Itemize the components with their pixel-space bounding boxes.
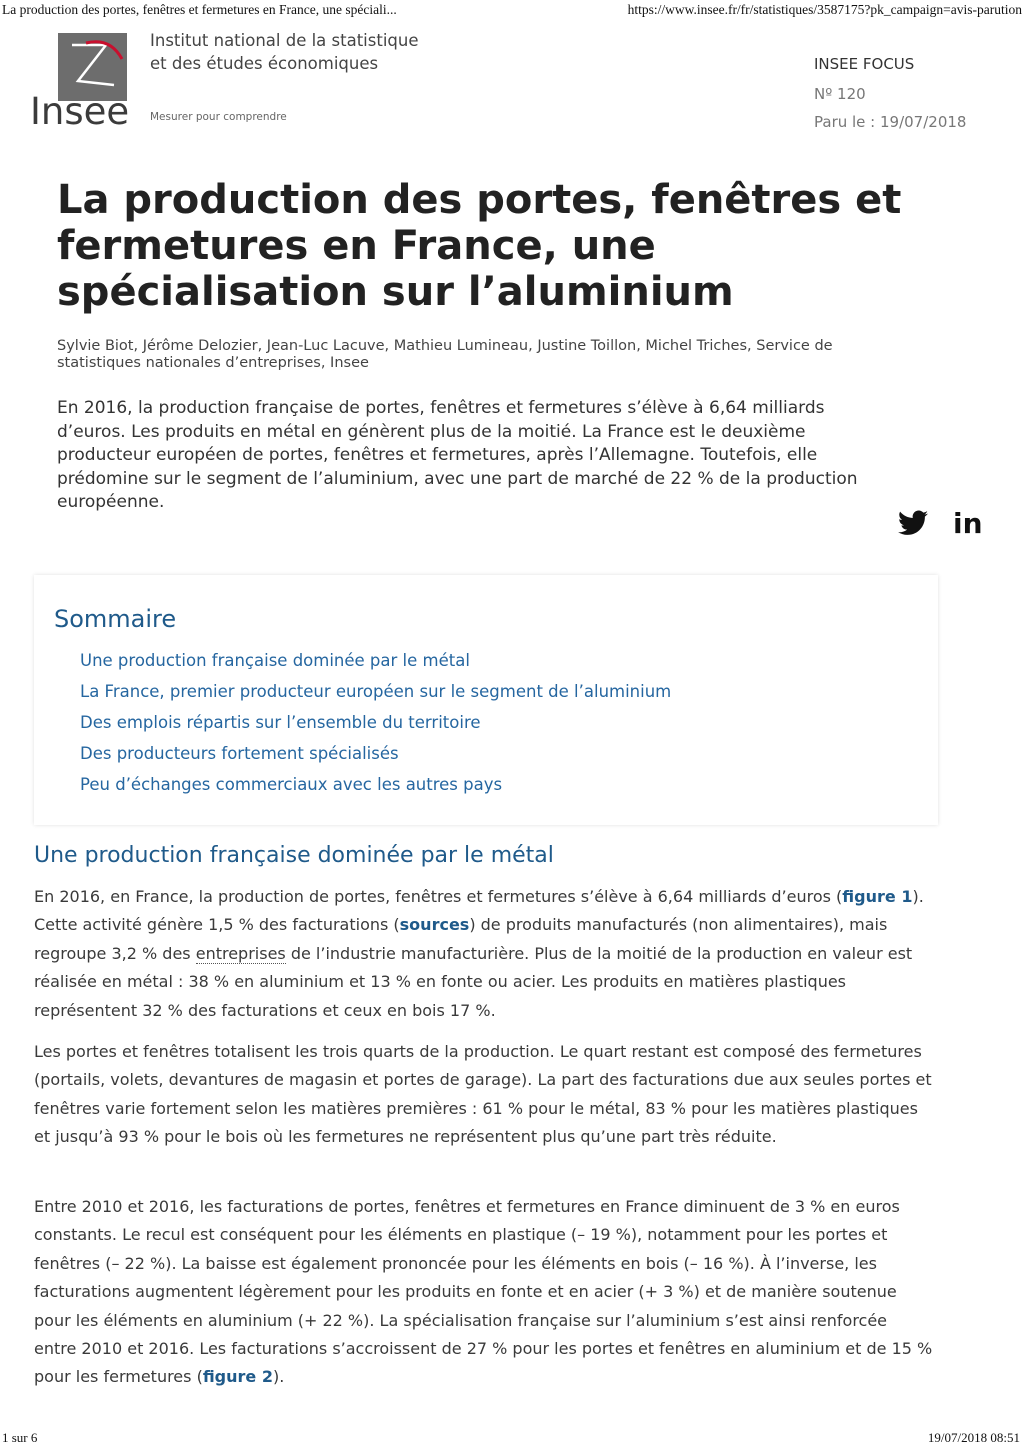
toc-heading: Sommaire <box>54 605 177 633</box>
paragraph-3-text-a: Entre 2010 et 2016, les facturations de portes, fenêtres et fermetures en France diminuent de 3 % en euros constants. Le recul est conséquent pour les éléments en plastique (– 19 %), notamment pour les portes et fenêtres (– 22 %). La baisse est également prononcée pour les éléments en bois (– 16 %). À l’inverse, les facturations augmentent légèrement pour les produits en fonte et en acier (+ 3 %) et de manière soutenue pour les éléments en aluminium (+ 22 %). La spécialisation française sur l’aluminium s’est ainsi renforcée entre 2010 et 2016. Les facturations s’accroissent de 27 % pour les portes et fenêtres en aluminium et de 15 % pour les fermetures ( <box>34 1197 933 1387</box>
paragraph-2: Les portes et fenêtres totalisent les trois quarts de la production. Le quart restant est composé des fermetures (portails, volets, devantures de magasin et portes de garage). La part des facturations due aux seules portes et fenêtres varie fortement selon les matières premières : 61 % pour le métal, 83 % pour les matières plastiques et jusqu’à 93 % pour le bois où les fermetures ne représentent plus qu’une part très réduite. <box>34 1042 932 1147</box>
institute-tagline: Mesurer pour comprendre <box>150 111 287 123</box>
paragraph-1-text-a: En 2016, en France, la production de portes, fenêtres et fermetures s’élève à 6,64 milliards d’euros ( <box>34 887 843 906</box>
toc-list <box>80 649 671 804</box>
print-footer-page: 1 sur 6 <box>2 1430 38 1445</box>
article-chapo: En 2016, la production française de portes, fenêtres et fermetures s’élève à 6,64 milliards d’euros. Les produits en métal en génèrent plus de la moitié. La France est le deuxième producteur européen de portes, fenêtres et fermetures, après l’Allemagne. Toutefois, elle prédomine sur le segment de l’aluminium, avec une part de marché de 22 % de la production européenne. <box>57 398 858 512</box>
paragraph-1-text-d: de l’industrie manufacturière. Plus de la moitié de la production en valeur est réalisée en métal : 38 % en aluminium et 13 % en fonte ou acier. Les produits en matières plastiques représentent 32 % des facturations et ceux en bois 17 %. <box>34 943 913 1020</box>
article-title: La production des portes, fenêtres et fermetures en France, une spécialisation sur l’aluminium <box>57 177 902 315</box>
toc-item-5[interactable]: Peu d’échanges commerciaux avec les autres pays <box>80 775 503 794</box>
table-of-contents <box>34 575 938 825</box>
paragraph-1 <box>34 883 934 1025</box>
publication-series[interactable]: INSEE FOCUS <box>814 55 915 73</box>
paragraph-1-text-c: ) de produits manufacturés (non alimentaires), mais regroupe 3,2 % des <box>34 915 888 963</box>
paragraph-1-text-b: ). Cette activité génère 1,5 % des facturations ( <box>34 887 924 935</box>
institute-name-line2: et des études économiques <box>150 54 379 73</box>
figure-2-link[interactable]: figure 2 <box>202 1367 273 1387</box>
institute-name-line1: Institut national de la statistique <box>150 31 419 50</box>
figure-1-link[interactable]: figure 1 <box>842 887 913 906</box>
insee-logo-word[interactable]: Insee <box>30 90 130 133</box>
toc-item-1[interactable]: Une production française dominée par le métal <box>80 651 470 670</box>
toc-item-3[interactable]: Des emplois répartis sur l’ensemble du territoire <box>80 713 481 732</box>
toc-item-2[interactable]: La France, premier producteur européen sur le segment de l’aluminium <box>80 682 672 701</box>
section-title: Une production française dominée par le métal <box>34 843 554 868</box>
print-header-url: https://www.insee.fr/fr/statistiques/3587175?pk_campaign=avis-parution <box>627 2 1022 17</box>
twitter-icon <box>898 510 928 536</box>
sources-link[interactable]: sources <box>399 915 470 935</box>
definition-term-entreprises[interactable]: entreprises <box>195 943 286 963</box>
toc-item-4[interactable]: Des producteurs fortement spécialisés <box>80 744 399 763</box>
paragraph-3-text-b: ). <box>272 1367 285 1387</box>
print-header <box>0 0 1024 22</box>
publication-date: Paru le : 19/07/2018 <box>814 113 967 131</box>
print-footer-timestamp: 19/07/2018 08:51 <box>927 1430 1020 1445</box>
print-header-title: La production des portes, fenêtres et fermetures en France, une spéciali... <box>2 2 397 17</box>
publication-meta <box>814 55 966 131</box>
paragraph-3 <box>34 1193 934 1392</box>
publication-number: Nº 120 <box>814 85 866 103</box>
share-twitter-button[interactable] <box>898 510 928 540</box>
share-linkedin-button[interactable]: in <box>953 507 983 540</box>
article-authors: Sylvie Biot, Jérôme Delozier, Jean-Luc Lacuve, Mathieu Lumineau, Justine Toillon, Michel Triches, Service de statistiques nationales d’entreprises, Insee <box>57 338 833 371</box>
institute-name <box>150 29 419 75</box>
